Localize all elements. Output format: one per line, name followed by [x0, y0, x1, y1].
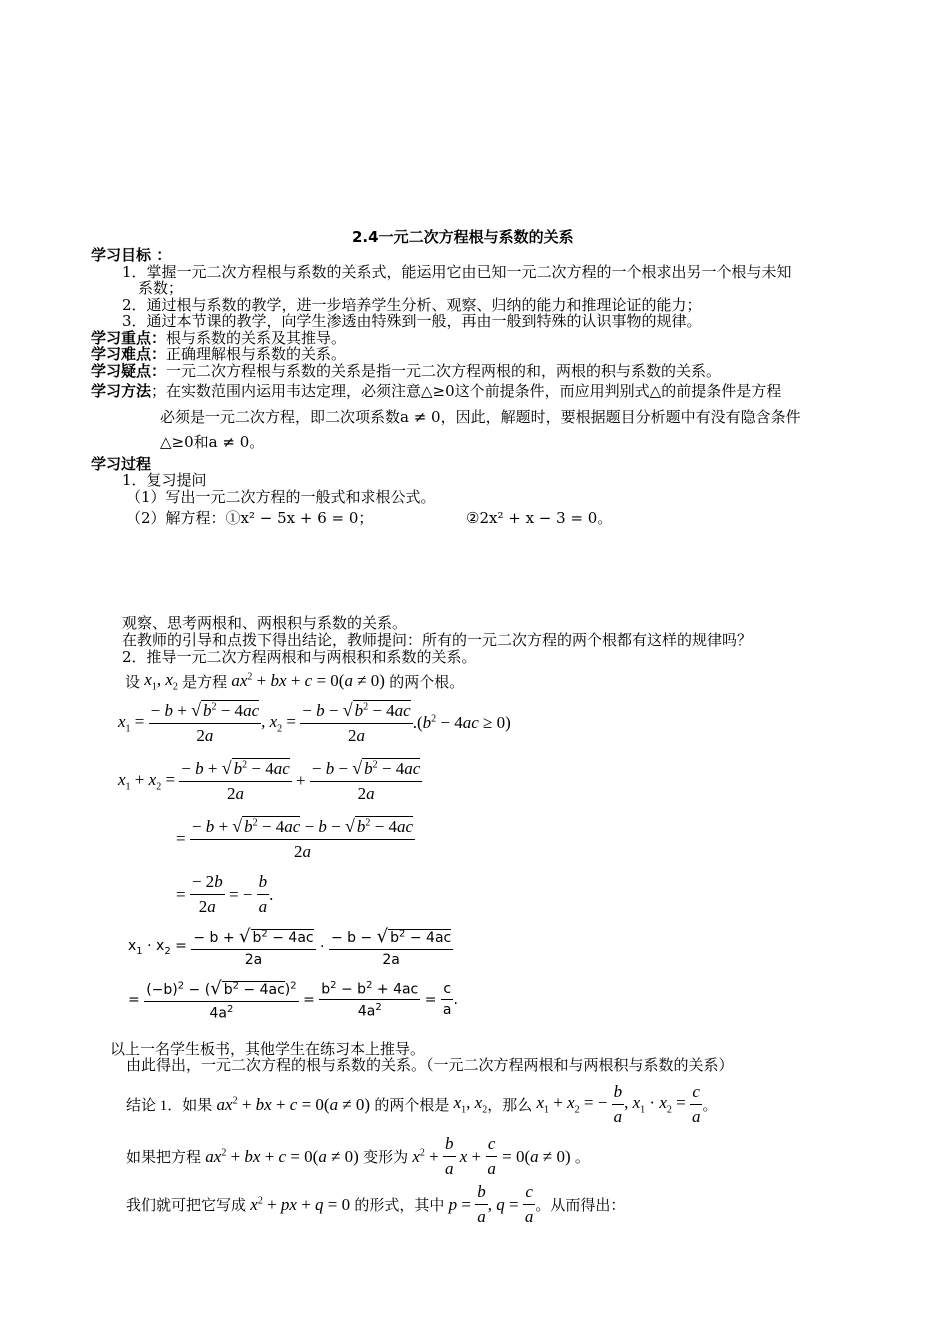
difficulty-label: 学习难点： [91, 345, 167, 363]
method-text-2: 必须是一元二次方程，即二次项系数a ≠ 0，因此，解题时，要根据题目分析题中有没有隐含条件 [160, 408, 801, 426]
page-title: 2.4一元二次方程根与系数的关系 [352, 228, 574, 246]
difficulty-line [91, 345, 346, 363]
observe-text: 观察、思考两根和、两根积与系数的关系。 [122, 614, 408, 632]
objective-1b: 系数； [138, 279, 184, 297]
objective-1a: 1．掌握一元二次方程根与系数的关系式，能运用它由已知一元二次方程的一个根求出另一个根与未知 [122, 263, 792, 281]
doubt-line [91, 362, 721, 380]
process-label: 学习过程 [91, 455, 152, 473]
keypoint-text: 根与系数的关系及其推导。 [166, 329, 347, 347]
board-text: 以上一名学生板书，其他学生在练习本上推导。 [110, 1040, 426, 1058]
sum-step-3: = $\frac{- 2b}{2a}$ = − $\frac{b}{a}$ . [176, 872, 274, 916]
let-equation: $ax^2$ + bx + c = 0(a ≠ 0) [231, 671, 390, 691]
conclude-text: 由此得出，一元二次方程的根与系数的关系。（一元二次方程两根和与两根积与系数的关系） [126, 1056, 734, 1074]
c1-b: 的两个根是 [374, 1098, 450, 1114]
question-2a: （2）解方程：①x² − 5x + 6 = 0； [126, 509, 374, 527]
method-line-1 [91, 382, 781, 400]
write-a: 我们就可把它写成 [126, 1198, 247, 1214]
keypoint-label: 学习重点： [91, 329, 167, 347]
c1-d: 。 [702, 1098, 718, 1114]
c1-a: 结论 1．如果 [126, 1098, 213, 1114]
let-roots: $x_1$, $x_2$ [144, 670, 178, 693]
sum-step-1: $x_1 + x_2$ = $\frac{- b + √ b^2 - 4ac}{2a}$ + $\frac{- b - √ b^2 - 4ac}{2a}$ [118, 758, 421, 803]
derive-heading: 2．推导一元二次方程两根和与两根积和系数的关系。 [122, 648, 477, 666]
write-c: 。从而得出： [535, 1198, 626, 1214]
let-line [125, 670, 464, 692]
objectives-label: 学习目标 ： [91, 246, 172, 264]
transform-line: 如果把方程 $ax^2$ + bx + c = 0(a ≠ 0) 变形为 $x^2$ + $\frac{b}{a}$ x + $\frac{c}{a}$ = 0(a ≠ 0) 。 [126, 1134, 590, 1178]
review-heading: 1．复习提问 [122, 471, 207, 489]
method-text-3: △≥0和a ≠ 0。 [160, 433, 265, 451]
let-c: 的两个根。 [389, 674, 465, 691]
let-b: 是方程 [182, 674, 228, 691]
guide-text: 在教师的引导和点拨下得出结论，教师提问：所有的一元二次方程的两个根都有这样的规律吗？ [122, 631, 753, 649]
doubt-text: 一元二次方程根与系数的关系是指一元二次方程两根的和，两根的积与系数的关系。 [166, 362, 722, 380]
conclusion-1: 结论 1．如果 $ax^2$ + bx + c = 0(a ≠ 0) 的两个根是 $x_1$, $x_2$ ，那么 $x_1 + x_2$ = − $\frac{b}{a}$ , $x_1 \cdot x_2$ = $\frac{c}{a}$ 。 [126, 1082, 718, 1126]
method-label: 学习方法 [91, 382, 152, 400]
trans-c: 。 [574, 1150, 590, 1166]
trans-b: 变形为 [363, 1150, 409, 1166]
trans-a: 如果把方程 [126, 1150, 202, 1166]
question-2b: ②2x² + x − 3 = 0。 [466, 509, 613, 527]
write-b: 的形式，其中 [354, 1198, 445, 1214]
formula-roots: $x_1$ = $\frac{- b + √ b^2 - 4ac}{2a}$ , $x_2$ = $\frac{- b - √ b^2 - 4ac}{2a}$ $.(b^2 - 4ac \ge 0)$ [118, 700, 511, 745]
write-line: 我们就可把它写成 $x^2$ + px + q = 0 的形式，其中 p = $\frac{b}{a}$ , q = $\frac{c}{a}$ 。从而得出： [126, 1182, 626, 1226]
product-step-1: $x_1 \cdot x_2$ = $\frac{- b + √ b^2 - 4ac}{2a}$ · $\frac{- b - √ b^2 - 4ac}{2a}$ [128, 926, 452, 968]
method-text-1: ；在实数范围内运用韦达定理，必须注意△≥0这个前提条件，而应用判别式△的前提条件是方程 [151, 382, 782, 400]
doubt-label: 学习疑点： [91, 362, 167, 380]
let-a: 设 [125, 674, 141, 691]
c1-c: ，那么 [487, 1098, 533, 1114]
difficulty-text: 正确理解根与系数的关系。 [166, 345, 347, 363]
objective-3: 3．通过本节课的教学，向学生渗透由特殊到一般，再由一般到特殊的认识事物的规律。 [122, 312, 702, 330]
question-1: （1）写出一元二次方程的一般式和求根公式。 [126, 488, 436, 506]
sum-step-2: = $\frac{- b + √ b^2 - 4ac - b - √ b^2 - 4ac}{2a}$ [176, 816, 414, 861]
product-step-2: = $\frac{(-b)^2 - (√ b^2 - 4ac)^2}{4a^2}$ = $\frac{b^2 - b^2 + 4ac}{4a^2}$ = $\frac{c}{a}$ . [128, 978, 458, 1022]
objective-2: 2．通过根与系数的教学，进一步培养学生分析、观察、归纳的能力和推理论证的能力； [122, 296, 702, 314]
